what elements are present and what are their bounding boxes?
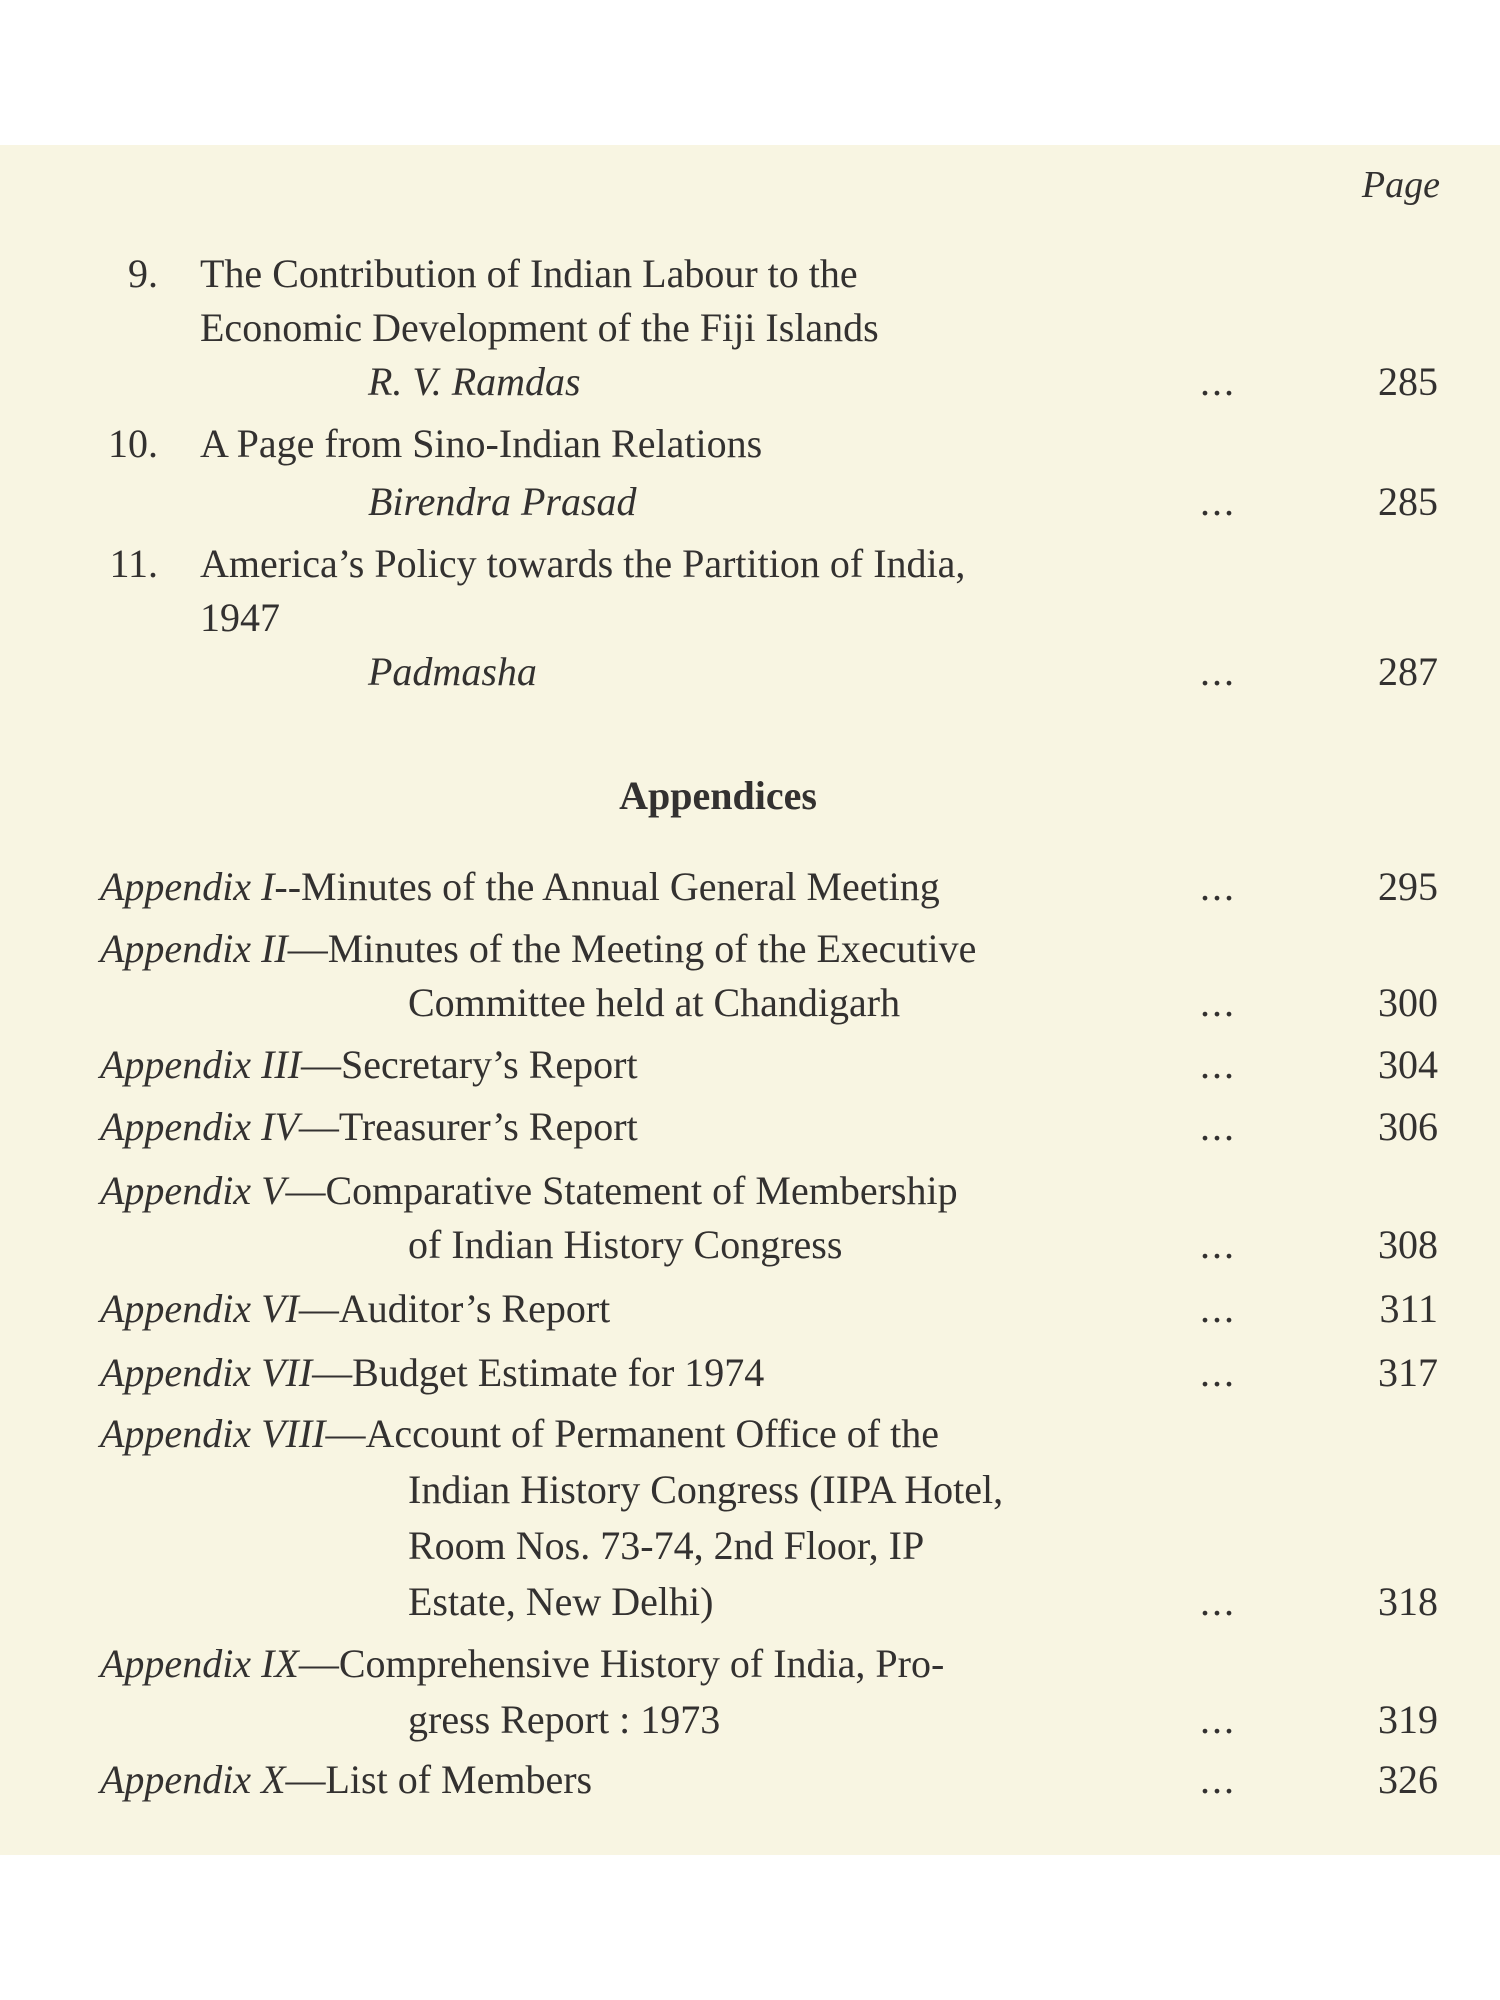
appendix-IV-row bbox=[0, 1100, 1500, 1154]
entry-number: 9. bbox=[128, 251, 158, 296]
page-number: 308 bbox=[1378, 1222, 1438, 1267]
entry-title-line: The Contribution of Indian Labour to the bbox=[200, 251, 858, 296]
page-column-label: Page bbox=[1361, 164, 1440, 206]
entry-title-line: Economic Development of the Fiji Islands bbox=[200, 305, 879, 350]
entry-11-author-row bbox=[0, 645, 1500, 699]
page-number: 317 bbox=[1378, 1350, 1438, 1395]
appendix-label: Appendix VIII—Account of Permanent Office of the bbox=[100, 1411, 939, 1456]
leader-dots: ... bbox=[1200, 1286, 1236, 1331]
page-number: 304 bbox=[1378, 1042, 1438, 1087]
appendix-label: Appendix V—Comparative Statement of Membership bbox=[100, 1168, 958, 1213]
appendix-VIII-row bbox=[0, 1407, 1500, 1461]
appendix-title-continuation: Room Nos. 73-74, 2nd Floor, IP bbox=[408, 1523, 925, 1568]
leader-dots: ... bbox=[1200, 1350, 1236, 1395]
page-number: 318 bbox=[1378, 1579, 1438, 1624]
appendix-title-continuation: Indian History Congress (IIPA Hotel, bbox=[408, 1467, 1004, 1512]
appendix-VII-row bbox=[0, 1346, 1500, 1400]
page-number: 295 bbox=[1378, 864, 1438, 909]
entry-number: 10. bbox=[108, 421, 158, 466]
appendix-title-continuation: Estate, New Delhi) bbox=[408, 1579, 714, 1624]
leader-dots: ... bbox=[1200, 1042, 1236, 1087]
page-number: 285 bbox=[1378, 479, 1438, 524]
appendix-I-row bbox=[0, 860, 1500, 914]
appendix-VI-row bbox=[0, 1282, 1500, 1336]
page-number: 306 bbox=[1378, 1104, 1438, 1149]
page-number: 326 bbox=[1378, 1757, 1438, 1802]
appendix-label: Appendix X—List of Members bbox=[100, 1757, 593, 1802]
document-page bbox=[0, 145, 1500, 1855]
appendix-IX-row bbox=[0, 1637, 1500, 1691]
appendix-VIII-line-3 bbox=[0, 1519, 1500, 1573]
leader-dots: ... bbox=[1200, 1579, 1236, 1624]
appendix-VIII-line-2 bbox=[0, 1463, 1500, 1517]
appendices-heading: Appendices bbox=[619, 773, 817, 818]
appendix-label: Appendix VII—Budget Estimate for 1974 bbox=[100, 1350, 765, 1395]
page-number: 285 bbox=[1378, 359, 1438, 404]
page-number: 311 bbox=[1379, 1286, 1438, 1331]
entry-title-line: America’s Policy towards the Partition of India, bbox=[200, 541, 966, 586]
entry-title-line: A Page from Sino-Indian Relations bbox=[200, 421, 763, 466]
appendix-V-line-2 bbox=[0, 1218, 1500, 1272]
leader-dots: ... bbox=[1200, 980, 1236, 1025]
leader-dots: ... bbox=[1200, 1757, 1236, 1802]
entry-11-line-2 bbox=[0, 591, 1500, 645]
appendix-title-continuation: gress Report : 1973 bbox=[408, 1697, 721, 1742]
appendix-VIII-line-4 bbox=[0, 1575, 1500, 1629]
leader-dots: ... bbox=[1200, 479, 1236, 524]
appendix-IX-line-2 bbox=[0, 1693, 1500, 1747]
entry-author: R. V. Ramdas bbox=[368, 359, 581, 404]
leader-dots: ... bbox=[1200, 359, 1236, 404]
entry-author: Birendra Prasad bbox=[368, 479, 637, 524]
appendix-label: Appendix III—Secretary’s Report bbox=[100, 1042, 638, 1087]
appendix-X-row bbox=[0, 1753, 1500, 1807]
leader-dots: ... bbox=[1200, 864, 1236, 909]
appendix-V-row bbox=[0, 1164, 1500, 1218]
appendix-II-line-2 bbox=[0, 976, 1500, 1030]
entry-9-author-row bbox=[0, 355, 1500, 409]
appendix-label: Appendix I--Minutes of the Annual General Meeting bbox=[100, 864, 940, 909]
entry-author: Padmasha bbox=[368, 649, 537, 694]
entry-title-line: 1947 bbox=[200, 595, 280, 640]
leader-dots: ... bbox=[1200, 1697, 1236, 1742]
appendix-III-row bbox=[0, 1038, 1500, 1092]
appendix-title-continuation: Committee held at Chandigarh bbox=[408, 980, 901, 1025]
entry-9-line-2 bbox=[0, 301, 1500, 355]
page-number: 287 bbox=[1378, 649, 1438, 694]
leader-dots: ... bbox=[1200, 649, 1236, 694]
appendix-label: Appendix IX—Comprehensive History of India, Pro- bbox=[100, 1641, 945, 1686]
entry-number: 11. bbox=[109, 541, 158, 586]
entry-9-line-1 bbox=[0, 247, 1500, 301]
page-number: 300 bbox=[1378, 980, 1438, 1025]
entry-10-line-1 bbox=[0, 417, 1500, 471]
entry-11-line-1 bbox=[0, 537, 1500, 591]
appendix-label: Appendix IV—Treasurer’s Report bbox=[100, 1104, 638, 1149]
appendix-label: Appendix VI—Auditor’s Report bbox=[100, 1286, 611, 1331]
entry-10-author-row bbox=[0, 475, 1500, 529]
appendix-title-continuation: of Indian History Congress bbox=[408, 1222, 843, 1267]
leader-dots: ... bbox=[1200, 1104, 1236, 1149]
page-number: 319 bbox=[1378, 1697, 1438, 1742]
appendix-II-row bbox=[0, 922, 1500, 976]
leader-dots: ... bbox=[1200, 1222, 1236, 1267]
appendix-label: Appendix II—Minutes of the Meeting of the Executive bbox=[100, 926, 977, 971]
